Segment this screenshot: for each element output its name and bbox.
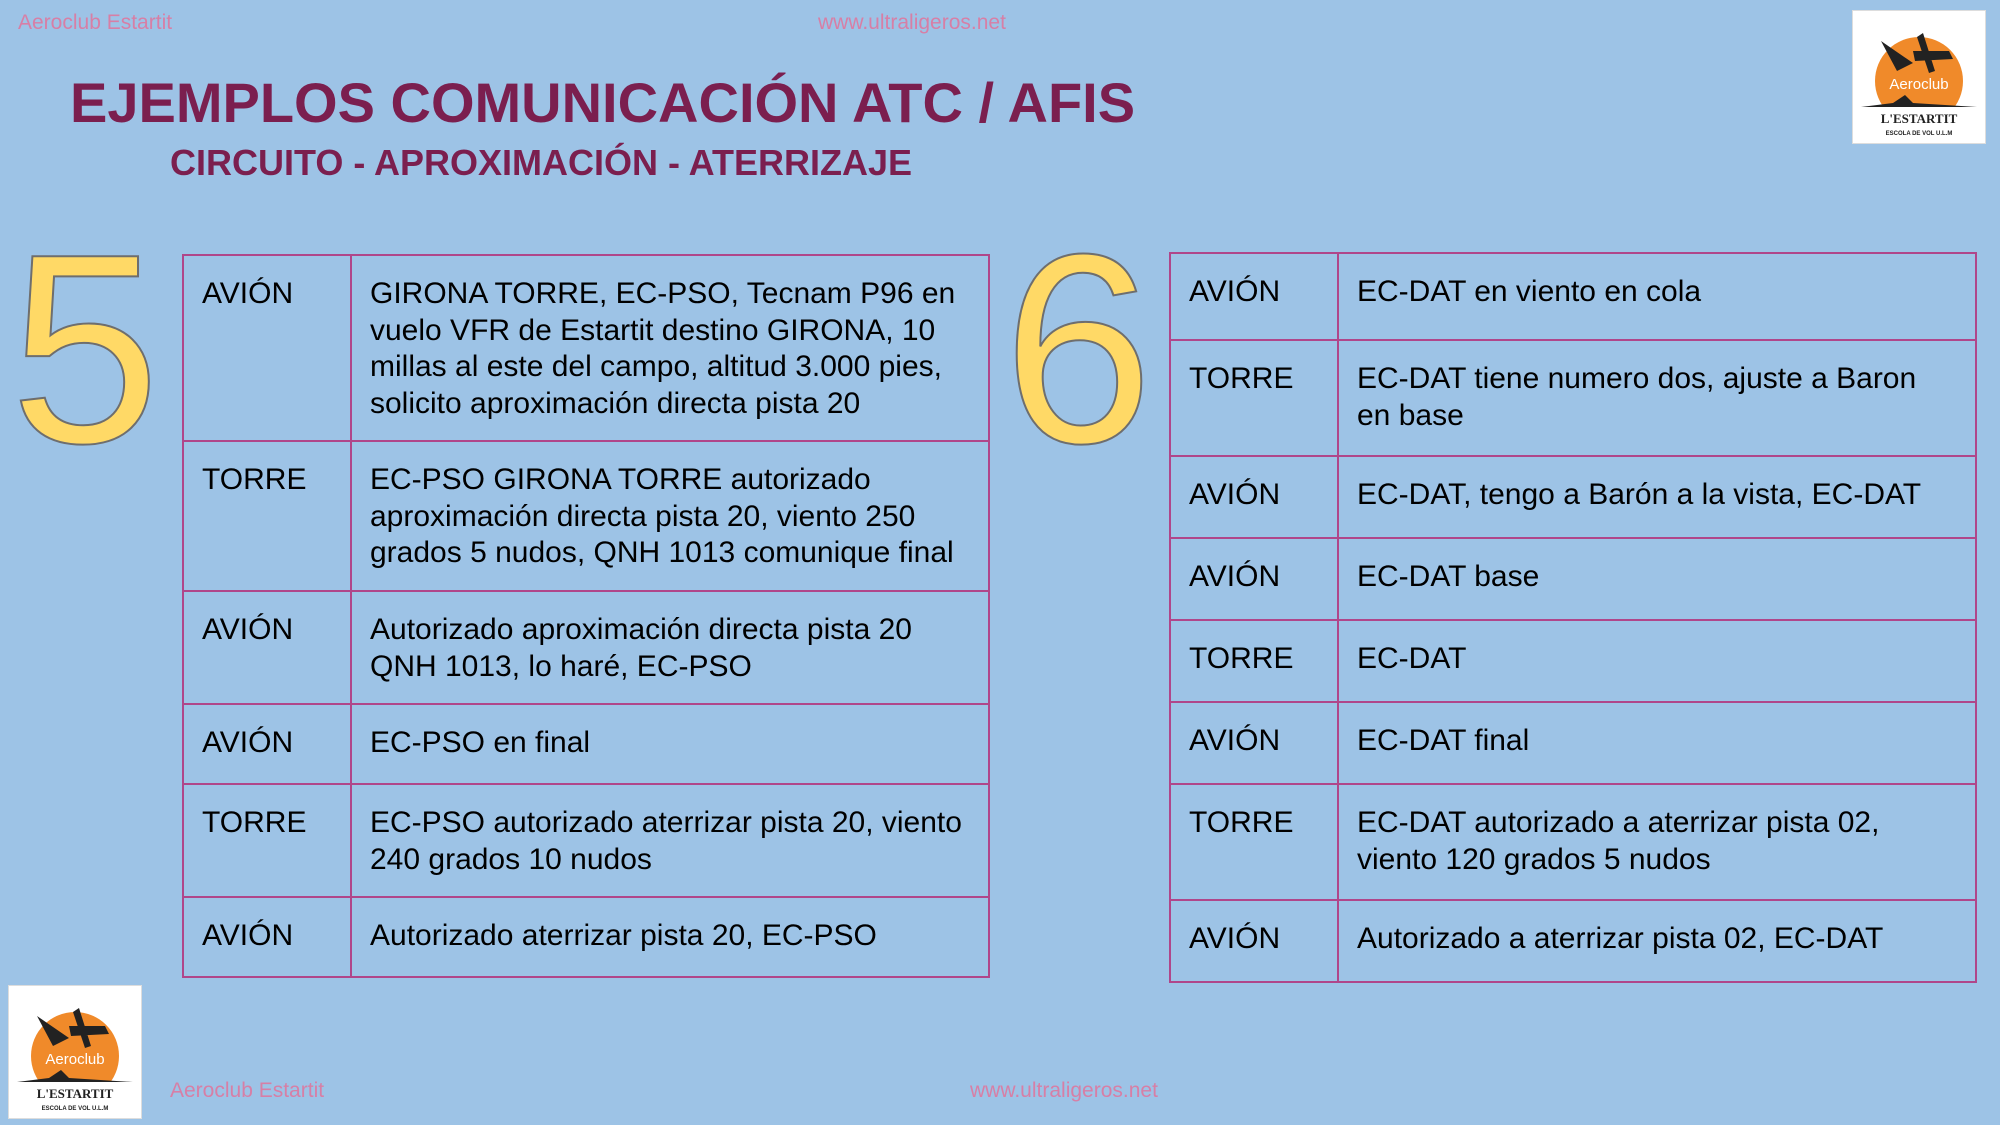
svg-text:ESCOLA DE VOL U.L.M: ESCOLA DE VOL U.L.M — [1885, 131, 1953, 137]
aeroclub-logo-bottom — [8, 985, 142, 1119]
speaker-cell: AVIÓN — [183, 591, 351, 704]
speaker-cell: AVIÓN — [1170, 900, 1338, 982]
table-row — [183, 784, 989, 897]
website-url-bottom[interactable]: www.ultraligeros.net — [970, 1079, 1158, 1102]
message-cell: EC-DAT autorizado a aterrizar pista 02, viento 120 grados 5 nudos — [1338, 784, 1976, 900]
table-row — [1170, 456, 1976, 538]
speaker-cell: AVIÓN — [1170, 253, 1338, 340]
svg-text:ESCOLA DE VOL U.L.M: ESCOLA DE VOL U.L.M — [41, 1106, 109, 1112]
message-cell: EC-DAT base — [1338, 538, 1976, 620]
svg-text:L'ESTARTIT: L'ESTARTIT — [36, 1086, 114, 1101]
speaker-cell: AVIÓN — [1170, 702, 1338, 784]
aeroclub-logo-top — [1852, 10, 1986, 144]
svg-text:L'ESTARTIT: L'ESTARTIT — [1880, 111, 1958, 126]
club-name-bottom: Aeroclub Estartit — [170, 1079, 325, 1102]
table-row — [183, 897, 989, 977]
message-cell: EC-PSO GIRONA TORRE autorizado aproximación directa pista 20, viento 250 grados 5 nudos, QNH 1013 comunique final — [351, 441, 989, 591]
speaker-cell: TORRE — [1170, 620, 1338, 702]
message-cell: EC-DAT en viento en cola — [1338, 253, 1976, 340]
speaker-cell: AVIÓN — [1170, 456, 1338, 538]
svg-text:Aeroclub: Aeroclub — [1889, 76, 1949, 93]
table-row — [1170, 784, 1976, 900]
table-row — [1170, 702, 1976, 784]
svg-text:Aeroclub: Aeroclub — [45, 1051, 105, 1068]
message-cell: Autorizado aproximación directa pista 20 QNH 1013, lo haré, EC-PSO — [351, 591, 989, 704]
dialogue-table-6 — [1169, 252, 1977, 983]
speaker-cell: TORRE — [1170, 784, 1338, 900]
speaker-cell: TORRE — [183, 784, 351, 897]
speaker-cell: AVIÓN — [183, 255, 351, 441]
message-cell: Autorizado a aterrizar pista 02, EC-DAT — [1338, 900, 1976, 982]
table-row — [1170, 253, 1976, 340]
club-name-top: Aeroclub Estartit — [18, 11, 173, 34]
speaker-cell: TORRE — [1170, 340, 1338, 456]
table-row — [183, 441, 989, 591]
section-number-6: 6 — [1003, 199, 1154, 500]
page-title: EJEMPLOS COMUNICACIÓN ATC / AFIS — [70, 71, 1136, 134]
message-cell: EC-PSO autorizado aterrizar pista 20, viento 240 grados 10 nudos — [351, 784, 989, 897]
speaker-cell: AVIÓN — [183, 897, 351, 977]
message-cell: EC-DAT tiene numero dos, ajuste a Baron en base — [1338, 340, 1976, 456]
message-cell: EC-PSO en final — [351, 704, 989, 784]
message-cell: EC-DAT — [1338, 620, 1976, 702]
speaker-cell: AVIÓN — [183, 704, 351, 784]
table-row — [1170, 538, 1976, 620]
message-cell: EC-DAT, tengo a Barón a la vista, EC-DAT — [1338, 456, 1976, 538]
table-row — [183, 255, 989, 441]
table-row — [1170, 340, 1976, 456]
speaker-cell: AVIÓN — [1170, 538, 1338, 620]
message-cell: Autorizado aterrizar pista 20, EC-PSO — [351, 897, 989, 977]
dialogue-table-5 — [182, 254, 990, 978]
website-url-top[interactable]: www.ultraligeros.net — [818, 11, 1006, 34]
table-row — [183, 704, 989, 784]
section-number-5: 5 — [10, 199, 161, 500]
table-row — [1170, 620, 1976, 702]
speaker-cell: TORRE — [183, 441, 351, 591]
message-cell: EC-DAT final — [1338, 702, 1976, 784]
page-subtitle: CIRCUITO - APROXIMACIÓN - ATERRIZAJE — [170, 142, 913, 183]
message-cell: GIRONA TORRE, EC-PSO, Tecnam P96 en vuelo VFR de Estartit destino GIRONA, 10 millas al este del campo, altitud 3.000 pies, solicito aproximación directa pista 20 — [351, 255, 989, 441]
table-row — [183, 591, 989, 704]
table-row — [1170, 900, 1976, 982]
